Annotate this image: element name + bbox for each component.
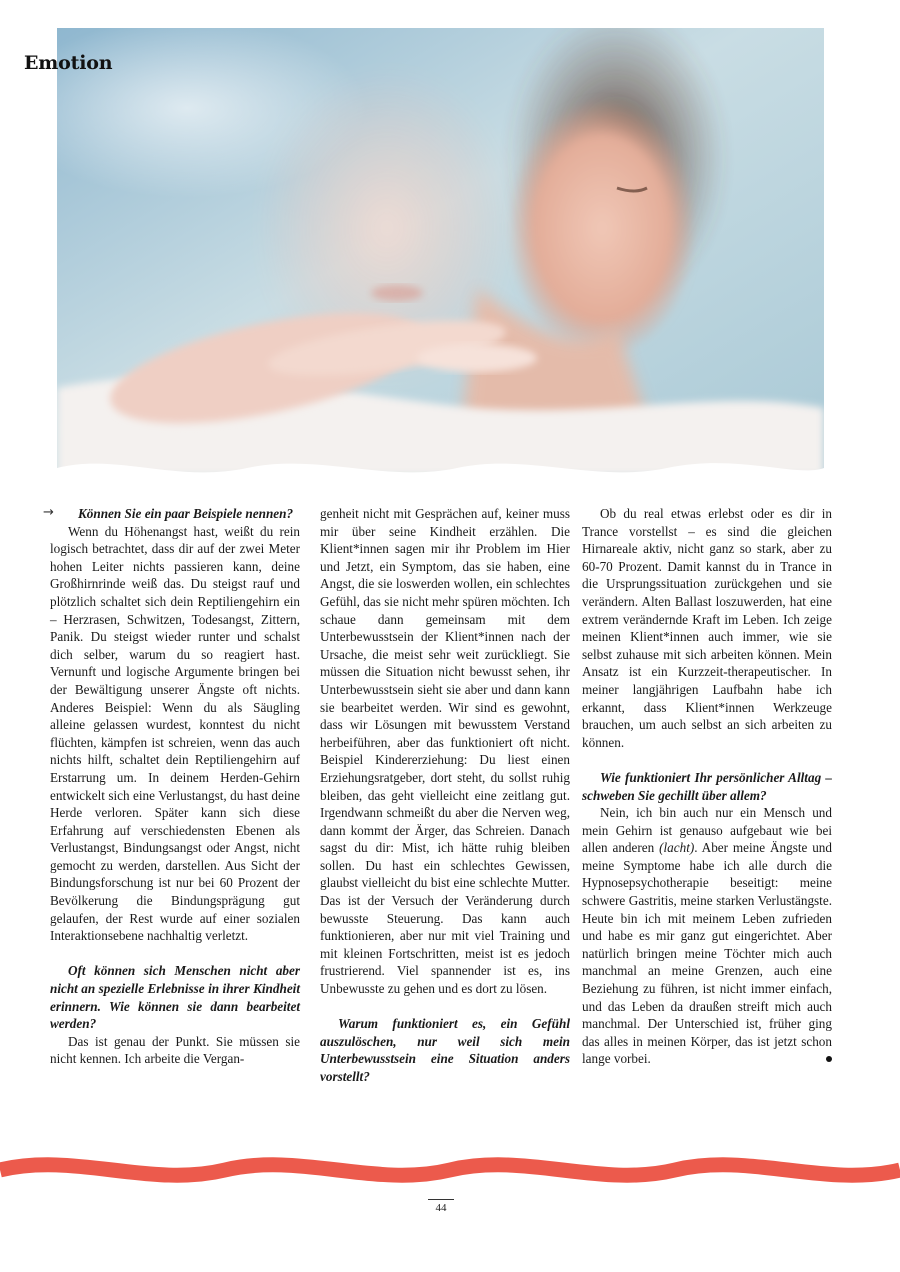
interview-question: Warum funktioniert es, ein Gefühl auszulöschen, nur weil sich mein Unterbewusstsein eine Situation anders vorstellt? [320,1016,570,1084]
interview-question: Können Sie ein paar Beispiele nennen? [78,506,294,521]
column-2 [320,505,570,1086]
answer-paragraph: Das ist genau der Punkt. Sie müssen sie nicht kennen. Ich arbeite die Vergan- [50,1033,300,1067]
decorative-wave [0,1148,900,1188]
column-3 [582,505,832,1068]
hero-photo [57,28,824,476]
interview-question: Oft können sich Menschen nicht aber nicht an spezielle Erlebnisse in ihrer Kindheit erinnern. Wie können sie dann bearbeitet werden? [50,963,300,1032]
end-mark-icon [826,1056,832,1062]
column-1 [50,505,300,1068]
answer-paragraph: Nein, ich bin auch nur ein Mensch und mein Gehirn ist genauso aufgebaut wie bei allen anderen (lacht). Aber meine Ängste und meine Symptome habe ich alle durch die Hypnosepsychotherapie beseitigt: meine schwere Gastritis, meine starken Verlustängste. Heute bin ich mit meinem Leben zufrieden und habe es mir ganz gut eingerichtet. Aber natürlich bringen meine Töchter mich auch manchmal an meine Grenzen, auch eine Beziehung zu führen, ist nicht immer einfach, und das Leben da draußen streift mich auch manchmal. Der Unterschied ist, früher ging das alles in meinen Körper, das ist jetzt schon lange vorbei. [582,805,832,1067]
interview-question: Wie funktioniert Ihr persönlicher Alltag – schweben Sie gechillt über allem? [582,769,832,803]
answer-paragraph: genheit nicht mit Gesprächen auf, keiner muss mir über seine Kindheit erzählen. Die Klient*innen sagen mir ihr Problem im Hier und Jetzt, ein Symptom, das sie haben, eine Angst, die sie loswerden wollen, ein schlechtes Gefühl, das sie nicht mehr spüren möchten. Ich schaue dann gemeinsam mit dem Unterbewusstsein der Klient*innen nach der Ursache, die meist sehr weit zurückliegt. Sie müssen die Situation nicht bewusst sehen, ihr Unterbewusstsein sieht sie aber und dann kann sie bearbeitet werden. Wir sind es gewohnt, dass wir Lösungen mit bewusstem Verstand herbeiführen, aber das funktioniert oft nicht. Beispiel Kindererziehung: Du liest einen Erziehungsratgeber, dort steht, du sollst ruhig bleiben, das geht vielleicht eine zeitlang gut. Irgendwann schmeißt du aber die Nerven weg, dann kommt der Ärger, das Schreien. Danach sagst du dir: Mist, ich hätte ruhig bleiben sollen. Du hast ein schlechtes Gewissen, glaubst vielleicht du bist eine schlechte Mutter. Das ist der Versuch der Veränderung durch bewusste Steuerung. Das kann auch funktionieren, aber nur mit viel Training und mit kleinen Fortschritten, meist ist es jedoch frustrierend. Viel spannender ist es, ins Unbewusste zu gehen und es dort zu lösen. [320,506,570,997]
page-number: 44 [435,1202,447,1214]
answer-paragraph: Ob du real etwas erlebst oder es dir in Trance vorstellst – es sind die gleichen Hirnareale aktiv, nicht ganz so stark, aber zu 60-70 Prozent. Damit kannst du in Trance in die Ursprungssituation zurückgehen und sie verändern. Alten Ballast loszuwerden, hat eine extrem verändernde Kraft im Leben. Ich zeige meinen Klient*innen auch immer, wie sie selbst zuhause mit sich arbeiten können. Mein Ansatz ist ein Kurzzeit-therapeutischer. In meiner langjährigen Laufbahn habe ich erkannt, dass Klient*innen Werkzeuge brauchen, um auch selbst an sich arbeiten zu können. [582,506,832,750]
section-label: Emotion [24,52,113,74]
arrow-icon: → [43,505,54,520]
page-number-rule [428,1199,454,1200]
portrait-image [57,28,824,476]
article-body [0,505,900,1135]
answer-paragraph: Wenn du Höhenangst hast, weißt du rein logisch betrachtet, dass dir auf der zwei Meter hohen Leiter nichts passieren kann, deine Großhirnrinde weiß das. Du steigst rauf und plötzlich schaltet sich dein Reptiliengehirn ein – Herzrasen, Schwitzen, Todesangst, Zittern, Panik. Du steigst wieder runter und schalst dich selber, warum du so reagiert hast. Vernunft und logische Argumente bringen bei der Bewältigung unserer Ängste oft nichts. Anderes Beispiel: Wenn du als Säugling alleine gelassen wurdest, konntest du nicht flüchten, kämpfen ist schreien, wenn das auch nichts hilft, schaltet dein Reptiliengehirn auf Erstarrung um. In deinem Herden-Gehirn entwickelt sich eine Verlustangst, du hast deine Herde verloren. Später kann sich diese Erfahrung auf verschiedensten Ebenen als Verlustangst, Bindungsangst oder Angst, nicht gemocht zu werden, darstellen. Aus Sicht der Bindungsforschung ist nur bei 60 Prozent der Bevölkerung die Bindungsprägung gut gelaufen, der Rest wurde auf einer sozialen Interaktionsebene nachhaltig verletzt. [50,523,300,944]
